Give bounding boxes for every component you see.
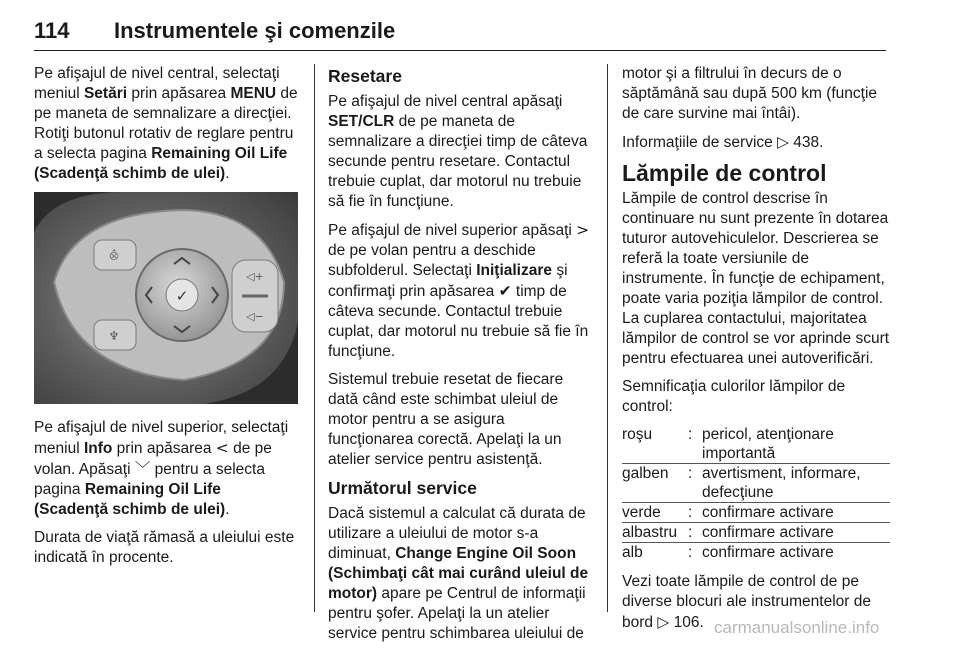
text: Pe afişajul de nivel superior, selectaţi meniul [34,419,289,457]
paragraph [622,132,890,153]
text: de pe maneta de semnalizare a direcţiei. Rotiţi butonul rotativ de reglare pentru a selecta pagina [34,85,298,162]
column-3 [622,64,890,641]
separator: : [688,426,693,443]
check-icon: ✔ [498,282,512,300]
table-row [622,523,890,543]
page-reference[interactable]: 438 [793,134,820,151]
color-name: albastru [622,524,678,541]
paragraph [328,220,594,362]
color-meaning: confirmare activare [702,544,834,561]
color-name: verde [622,504,661,521]
message-name: Change Engine Oil Soon (Schimbaţi cât mai curând uleiul de motor) [328,545,589,602]
left-arrow-icon: < [215,439,229,457]
right-arrow-icon: > [576,221,590,239]
color-meaning: confirmare activare [702,504,834,521]
text: Informaţiile de service [622,134,778,151]
table-row [622,464,890,503]
paragraph: Lămpile de control descrise în continuare nu sunt prezente în dotarea tuturor autovehiculelor. Descrierea se referă la toate versiunile de instrumente. În funcţie de echipament, poate varia poziţia lămpilor de control. La cuplarea contactului, majoritatea lămpilor de control se vor aprinde scurt pentru efectuarea unei autoverificări. [622,190,890,367]
page-reference-icon: ▷ [657,613,670,631]
page-name: Remaining Oil Life (Scadenţă schimb de ulei) [34,481,226,518]
table-row [622,425,890,464]
paragraph [328,504,594,644]
option-name: Iniţializare [476,262,553,279]
steering-wheel-controls-illustration [34,192,298,404]
text: Vezi toate lămpile de control de pe diverse blocuri ale instrumentelor de bord [622,573,871,631]
table-row [622,503,890,523]
text: Pe afişajul de nivel central, selectaţi meniul [34,65,280,102]
chapter-title: Instrumentele şi comenzile [114,18,396,43]
page-reference-icon: ▷ [777,133,789,151]
text: Pe afişajul de nivel central apăsaţi [328,93,563,110]
separator: : [688,465,693,482]
separator: : [688,544,693,561]
paragraph [328,92,594,212]
text: prin apăsarea [112,440,216,457]
text: de pe volan pentru a deschide subfolderul. Selectaţi [328,242,536,279]
text: Dacă sistemul a calculat că durata de utilizare a uleiului de motor s-a diminuat, [328,505,586,562]
color-meaning: pericol, atenţionare importantă [702,426,834,462]
color-meaning: avertisment, informare, defecţiune [702,465,861,501]
separator: : [688,504,693,521]
paragraph: Sistemul trebuie resetat de fiecare dată când este schimbat uleiul de motor pentru a se asigura funcţionarea corectă. Apelaţi la un atelier service pentru asistenţă. [328,371,564,468]
paragraph: Semnificaţia culorilor lămpilor de control: [622,378,846,415]
lamp-color-table [622,425,890,562]
section-heading-reset: Resetare [328,66,402,86]
column-1 [34,64,298,576]
color-name: alb [622,544,643,561]
text: şi confirmaţi prin apăsarea [328,262,568,300]
table-row [622,543,890,563]
section-heading-control-lamps: Lămpile de control [622,160,827,186]
column-2 [328,64,594,652]
paragraph: motor şi a filtrului în decurs de o săptămână sau după 500 km (funcţie de care survine mai întâi). [622,65,878,122]
page-header [34,18,886,51]
paragraph [34,64,298,184]
text: . [225,501,230,518]
button-name: SET/CLR [328,113,395,130]
text: prin apăsarea [127,85,231,102]
column-divider [314,64,315,612]
separator: : [688,524,693,541]
text: de pe maneta de semnalizare a direcţiei timp de câteva secunde pentru resetare. Contactul trebuie cuplat, dar motorul nu trebuie să fie în funcţiune. [328,113,588,210]
text: de pe volan. Apăsaţi [34,440,272,478]
color-name: roşu [622,426,653,443]
column-divider [607,64,608,612]
svg-text:◁+: ◁+ [246,270,264,283]
page-name: Remaining Oil Life (Scadenţă schimb de ulei) [34,145,288,182]
text: timp de câteva secunde. Contactul trebuie cuplat, dar motorul nu trebuie să fie în funcţiune. [328,283,589,360]
section-heading-next-service: Următorul service [328,478,477,498]
menu-name: Setări [83,85,128,102]
color-name: galben [622,465,669,482]
paragraph [34,418,298,520]
text: . [699,614,704,631]
paragraph: Durata de viaţă rămasă a uleiului este indicată în procente. [34,529,295,566]
page-number: 114 [34,18,70,43]
page-reference[interactable]: 106 [673,614,700,631]
text: apare pe Centrul de informaţii pentru şofer. Apelaţi la un atelier service pentru schimbarea uleiului de [328,585,586,642]
svg-text:✓: ✓ [175,287,189,305]
svg-text:♆: ♆ [108,329,120,343]
button-name: MENU [230,85,277,102]
menu-name: Info [83,440,113,457]
svg-text:◁−: ◁− [246,310,264,323]
text: Pe afişajul de nivel superior apăsaţi [328,222,577,239]
svg-text:⨶: ⨶ [109,249,119,263]
text: . [819,134,824,151]
chevron-down-icon: ﹀ [134,460,151,478]
watermark: carmanualsonline.info [714,618,880,637]
text: . [225,165,230,182]
text: pentru a selecta pagina [34,461,265,498]
color-meaning: confirmare activare [702,524,834,541]
